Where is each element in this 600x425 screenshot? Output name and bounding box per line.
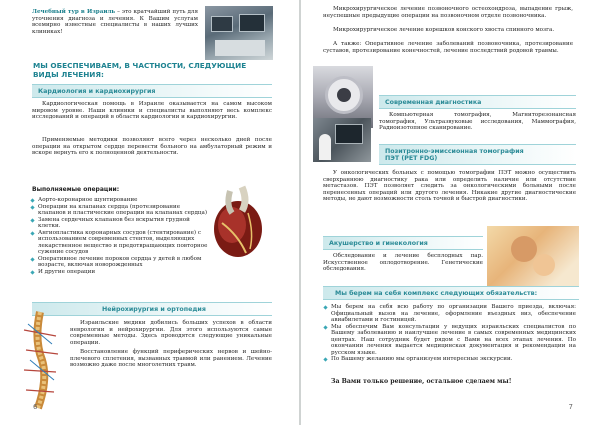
intro-body: – это кратчайший путь для уточнения диагноза и лечения. К Вашим услугам всемирно известные специалисты в наших лучших клиниках! (32, 9, 198, 35)
operation-item: Замена сердечных клапанов без вскрытия грудной клетки. (30, 217, 208, 230)
intro-text (32, 9, 198, 35)
operation-item: Оперативное лечение пороков сердца у детей в любом возрасте, включая новорожденных (30, 256, 208, 269)
obligation-item: Мы обеспечим Вам консультации у ведущих израильских специалистов по Вашему заболеванию и наилучшее лечение в самых современных медицинских центрах. Наш сотрудник будет рядом с Вами на всех этапах лечения. По окончании лечения выдается медицинская документация и рекомендации на русском языке. (323, 324, 576, 357)
scanner-bore-icon (337, 88, 351, 102)
pet-title-line-1: Позитронно-эмиссионная томография (385, 148, 524, 155)
obligations-list (323, 304, 576, 363)
closing-statement: За Вами только решение, остальное сделаем мы! (331, 378, 512, 385)
left-page (0, 0, 299, 425)
operation-item: Операции на клапанах сердца (протезирование клапанов и пластические операции на клапанах сердца) (30, 204, 208, 217)
operations-title: Выполняемые операции: (32, 186, 120, 193)
operation-item: Ангиопластика коронарных сосудов (стентирование) с использованием современных стентов, выделяющих лекарственное вещество и предотвращающих повторное сужение сосудов (30, 230, 208, 256)
spine-paragraph-3: А также: Оперативное лечение заболеваний позвоночника, протезирование суставов, протезирование конечностей, лечение последствий родовой травмы. (323, 41, 573, 54)
monitor-icon (211, 16, 233, 32)
obstetrics-text: Обследование и лечение бесплодных пар. Искусственное оплодотворение. Генетические обследования. (323, 253, 483, 272)
mother-baby-photo (487, 226, 579, 290)
doctor-figure-icon (319, 134, 331, 160)
diagnostics-text: Компьютерная томография, Магниторезонансная томография, Ультразвуковые исследования, Маммография, Радиоизотопное сканирование. (379, 112, 576, 131)
section-header-pet (379, 144, 576, 165)
operation-item: И другие операции (30, 269, 208, 276)
main-headline: МЫ ОБЕСПЕЧИВАЕМ, В ЧАСТНОСТИ, СЛЕДУЮЩИЕ ВИДЫ ЛЕЧЕНИЯ: (33, 61, 247, 79)
mother-face-icon (511, 236, 537, 262)
section-header-neuro: Нейрохирургия и ортопедия (32, 302, 272, 316)
section-header-diagnostics: Современная диагностика (379, 95, 576, 109)
section-header-obligations: Мы берем на себя комплекс следующих обязательств: (323, 286, 579, 300)
monitor-icon (335, 124, 363, 144)
pet-title-line-2: ПЭТ (PET FDG) (385, 155, 438, 162)
page-number-left: 6 (33, 403, 38, 411)
section-header-obstetrics: Акушерство и гинекология (323, 236, 483, 250)
doctor-computer-photo (313, 118, 371, 162)
baby-face-icon (533, 254, 555, 276)
spine-illustration (20, 310, 60, 410)
monitor-icon (239, 14, 265, 32)
spine-paragraph-1: Микрохирургическое лечение позвоночного остеохондроза, выпадение грыж, неуспешные предыдущие операции на позвоночном отделе позвоночника. (323, 6, 573, 19)
cardio-paragraph-2: Применяемые методики позволяют всего через несколько дней после операции на открытом сердце перевести больного на амбулаторный режим и вскоре вернуть его к полноценной деятельности. (32, 137, 272, 156)
intro-lead: Лечебный тур в Израиль (32, 9, 116, 15)
heart-illustration (202, 183, 270, 263)
neuro-paragraph-2: Восстановление функций периферических нервов и шейно-плечевого сплетения, вызванных травмой или ранением. Лечение возможно даже после многолетних травм. (70, 349, 272, 368)
equipment-icon (215, 40, 265, 56)
operations-list (30, 197, 208, 275)
obligation-item: По Вашему желанию мы организуем интересные экскурсии. (323, 356, 576, 363)
cardio-paragraph-1: Кардиологическая помощь в Израиле оказывается на самом высоком мировом уровне. Наши клиники и специалисты выполняют весь комплекс исследований и операций в области кардиологии и кардиохирургии. (32, 101, 272, 120)
page-number-right: 7 (568, 403, 573, 411)
pet-paragraph: У онкологических больных с помощью томографии ПЭТ можно осуществить сверхраннюю диагностику рака или определить наличие или отсутствие метастазов. ПЭТ позволяет следить за онкологическими больными после перенесенных операций или другого лечения. Никакие другие диагностические методы, не дают возможности столь точной и быстрой диагностики. (323, 170, 576, 202)
spine-paragraph-2: Микрохирургическое лечение корешков конского хвоста спинного мозга. (333, 27, 555, 33)
operation-item: Аорто-коронарное шунтирование (30, 197, 208, 204)
section-header-cardio: Кардиология и кардиохирургия (32, 84, 272, 98)
neuro-paragraph-1: Израильские медики добились больших успехов в области неврологии и нейрохирургии. Для этого используются самые современные методы. Здесь проводятся следующие уникальные операции. (70, 320, 272, 346)
right-page (301, 0, 600, 425)
hospital-monitors-photo (205, 6, 273, 60)
obligation-item: Мы берем на себя всю работу по организации Вашего приезда, включая: Официальный вызов на лечение, оформление въездных виз, обеспечение авиабилетами и гостиницей. (323, 304, 576, 324)
